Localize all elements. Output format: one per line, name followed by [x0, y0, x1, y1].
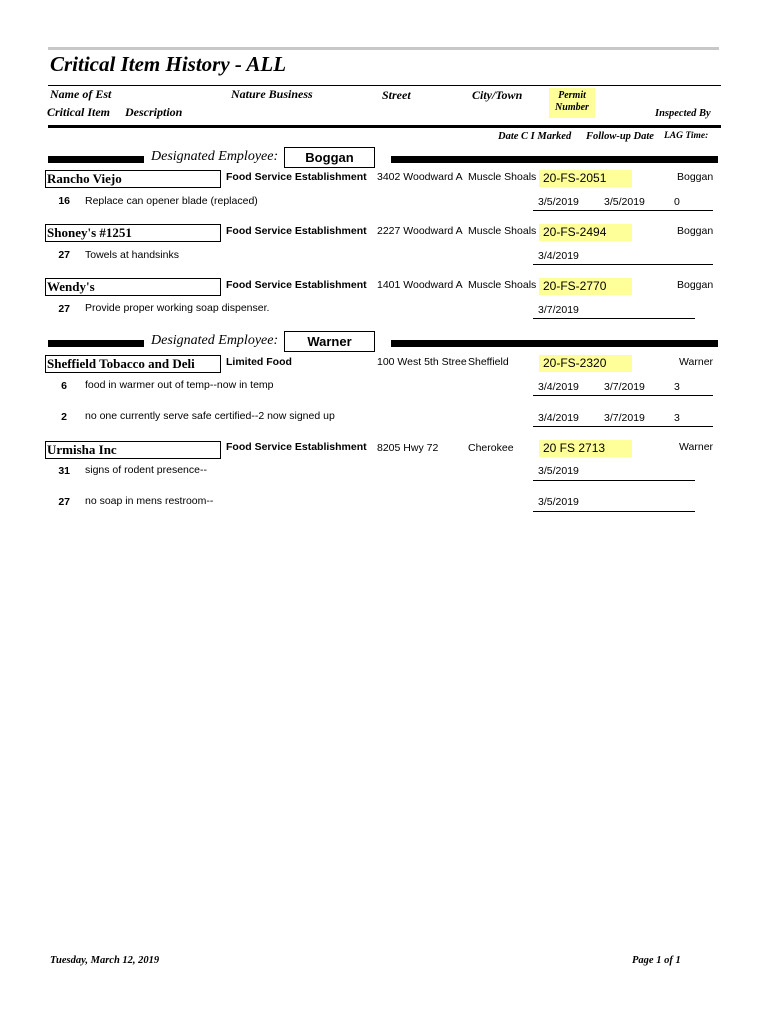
critical-item-description: Towels at handsinks: [85, 249, 179, 261]
top-rule: [48, 47, 719, 50]
item-rule: [533, 395, 713, 396]
header-description: Description: [125, 105, 183, 119]
item-rule: [533, 264, 713, 265]
permit-number: 20 FS 2713: [539, 440, 632, 457]
date-ci-marked: 3/5/2019: [538, 196, 579, 208]
footer-date: Tuesday, March 12, 2019: [50, 955, 160, 966]
header-date-ci-marked: Date C I Marked: [498, 131, 572, 142]
establishment-city: Sheffield: [468, 356, 509, 368]
item-rule: [533, 426, 713, 427]
lag-time: 0: [674, 196, 680, 208]
title-rule: [48, 85, 721, 86]
establishment-name: Rancho Viejo: [47, 171, 122, 186]
header-critical-item: Critical Item: [47, 105, 110, 119]
header-permit-line2: Number: [555, 102, 589, 113]
footer-page-number: Page 1 of 1: [632, 955, 681, 966]
critical-item-number: 27: [58, 303, 70, 315]
header-inspected-by: Inspected By: [655, 108, 711, 119]
critical-item-description: Replace can opener blade (replaced): [85, 195, 258, 207]
critical-item-number: 27: [58, 496, 70, 508]
critical-item-number: 16: [58, 195, 70, 207]
critical-item-description: Provide proper working soap dispenser.: [85, 302, 270, 314]
establishment-name: Shoney's #1251: [47, 225, 132, 240]
permit-number: 20-FS-2051: [539, 170, 632, 187]
follow-up-date: 3/7/2019: [604, 381, 645, 393]
establishment-street: 8205 Hwy 72: [377, 442, 439, 454]
inspected-by: Boggan: [677, 279, 714, 291]
group-bar-right: [391, 156, 718, 163]
critical-item-description: no one currently serve safe certified--2 now signed up: [85, 410, 335, 422]
permit-number: 20-FS-2494: [539, 224, 632, 241]
designated-employee-name: Warner: [284, 331, 375, 352]
inspected-by: Warner: [679, 356, 714, 368]
permit-number: 20-FS-2770: [539, 278, 632, 295]
establishment-city: Cherokee: [468, 442, 514, 454]
establishment-city: Muscle Shoals: [468, 225, 537, 237]
date-ci-marked: 3/4/2019: [538, 250, 579, 262]
establishment-name: Wendy's: [47, 279, 95, 294]
header-city-town: City/Town: [472, 88, 523, 102]
establishment-nature: Food Service Establishment: [226, 225, 367, 237]
date-ci-marked: 3/4/2019: [538, 381, 579, 393]
lag-time: 3: [674, 412, 680, 424]
permit-number: 20-FS-2320: [539, 355, 632, 372]
inspected-by: Boggan: [677, 171, 714, 183]
group-bar-left: [48, 156, 144, 163]
establishment-street: 3402 Woodward A: [377, 171, 463, 183]
critical-item-description: signs of rodent presence--: [85, 464, 207, 476]
critical-item-number: 31: [58, 465, 70, 477]
designated-employee-label: Designated Employee:: [151, 149, 279, 164]
inspected-by: Warner: [679, 441, 714, 453]
critical-item-number: 6: [61, 380, 67, 392]
establishment-street: 1401 Woodward A: [377, 279, 463, 291]
critical-item-description: food in warmer out of temp--now in temp: [85, 379, 274, 391]
header-name-of-est: Name of Est: [50, 87, 112, 101]
group-bar-left: [48, 340, 144, 347]
inspected-by: Boggan: [677, 225, 714, 237]
follow-up-date: 3/7/2019: [604, 412, 645, 424]
establishment-city: Muscle Shoals: [468, 279, 537, 291]
establishment-name: Sheffield Tobacco and Deli: [47, 356, 195, 371]
establishment-city: Muscle Shoals: [468, 171, 537, 183]
item-rule: [533, 210, 713, 211]
header-lag-time: LAG Time:: [664, 131, 709, 141]
group-bar-right: [391, 340, 718, 347]
header-permit-number: [549, 88, 595, 118]
designated-employee-name: Boggan: [284, 147, 375, 168]
establishment-street: 2227 Woodward A: [377, 225, 463, 237]
header-permit-line1: Permit: [558, 90, 586, 101]
header-rule: [48, 125, 721, 128]
critical-item-description: no soap in mens restroom--: [85, 495, 214, 507]
item-rule: [533, 480, 695, 481]
report-title: Critical Item History - ALL: [50, 52, 287, 76]
establishment-nature: Limited Food: [226, 356, 292, 368]
date-ci-marked: 3/7/2019: [538, 304, 579, 316]
establishment-nature: Food Service Establishment: [226, 171, 367, 183]
follow-up-date: 3/5/2019: [604, 196, 645, 208]
lag-time: 3: [674, 381, 680, 393]
establishment-street: 100 West 5th Stree: [377, 356, 467, 368]
date-ci-marked: 3/4/2019: [538, 412, 579, 424]
item-rule: [533, 318, 695, 319]
header-follow-up-date: Follow-up Date: [586, 131, 654, 142]
designated-employee-label: Designated Employee:: [151, 333, 279, 348]
date-ci-marked: 3/5/2019: [538, 465, 579, 477]
establishment-nature: Food Service Establishment: [226, 279, 367, 291]
header-street: Street: [382, 88, 411, 102]
item-rule: [533, 511, 695, 512]
critical-item-number: 2: [61, 411, 67, 423]
establishment-nature: Food Service Establishment: [226, 441, 367, 453]
header-nature-business: Nature Business: [231, 87, 313, 101]
establishment-name: Urmisha Inc: [47, 442, 117, 457]
critical-item-number: 27: [58, 249, 70, 261]
date-ci-marked: 3/5/2019: [538, 496, 579, 508]
